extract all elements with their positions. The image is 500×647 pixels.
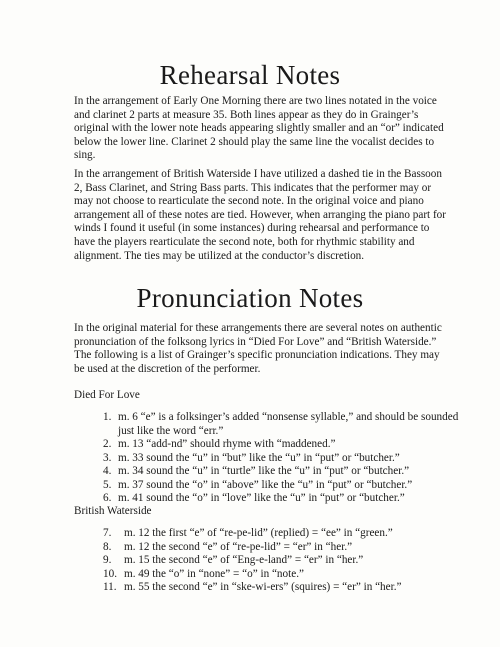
list-number: 11. bbox=[103, 581, 117, 593]
pronunciation-intro: In the original material for these arrangements there are several notes on authentic pronunciation of the folksong lyrics in “Died For Love” and “British Waterside.” The following is a list of Grainger’s specific pronunciation indications. They may be used at the discretion of the performer. bbox=[74, 322, 442, 375]
list-item-text: m. 12 the second “e” of “re-pe-lid” = “er” in “her.” bbox=[124, 540, 353, 553]
list-item bbox=[103, 452, 463, 466]
rehearsal-paragraph-2: In the arrangement of British Waterside I have utilized a dashed tie in the Bassoon 2, Bass Clarinet, and String Bass parts. This indicates that the performer may or may not choose to rearticulate the second note. In the original voice and piano arrangement all of these notes are tied. However, when arranging the piano part for winds I found it useful (in some instances) during rehearsal and performance to have the players rearticulate the second note, both for rhythmic stability and alignment. The ties may be utilized at the conductor’s discretion. bbox=[74, 168, 447, 262]
list-number: 10. bbox=[103, 567, 117, 580]
list-item-text: m. 13 “add-nd” should rhyme with “maddened.” bbox=[118, 438, 336, 450]
list-number: 3. bbox=[103, 451, 112, 464]
list-item-text: m. 37 sound the “o” in “above” like the “u” in “put” or “butcher.” bbox=[118, 478, 413, 491]
list-item bbox=[103, 527, 463, 541]
list-item bbox=[103, 568, 463, 582]
list-item-text: m. 55 the second “e” in “ske-wi-ers” (squires) = “er” in “her.” bbox=[124, 581, 402, 593]
list-number: 6. bbox=[103, 492, 112, 504]
list-item bbox=[103, 438, 463, 452]
list-item-text: m. 15 the second “e” of “Eng-e-land” = “er” in “her.” bbox=[124, 554, 364, 566]
list-item bbox=[103, 581, 463, 595]
died-for-love-list bbox=[103, 411, 463, 506]
list-number: 2. bbox=[103, 438, 112, 450]
list-item bbox=[103, 479, 463, 493]
list-number: 7. bbox=[103, 527, 112, 539]
list-number: 5. bbox=[103, 478, 112, 491]
list-item-text: m. 33 sound the “u” in “but” like the “u” in “put” or “butcher.” bbox=[118, 451, 400, 464]
pronunciation-notes-heading: Pronunciation Notes bbox=[136, 283, 364, 313]
list-item bbox=[103, 465, 463, 479]
british-waterside-list bbox=[103, 527, 463, 595]
british-waterside-subheading: British Waterside bbox=[74, 505, 152, 517]
list-item bbox=[103, 554, 463, 568]
list-number: 9. bbox=[103, 554, 112, 566]
list-item bbox=[103, 492, 463, 506]
died-for-love-subheading: Died For Love bbox=[74, 389, 140, 401]
rehearsal-paragraph-1: In the arrangement of Early One Morning there are two lines notated in the voice and clarinet 2 parts at measure 35. Both lines appear as they do in Grainger’s original with the lower note heads appearing slightly smaller and an “or” indicated below the lower line. Clarinet 2 should play the same line the vocalist decides to sing. bbox=[74, 95, 444, 162]
list-number: 8. bbox=[103, 540, 112, 553]
list-number: 4. bbox=[103, 465, 112, 477]
list-item-text: m. 41 sound the “o” in “love” like the “u” in “put” or “butcher.” bbox=[118, 492, 405, 504]
list-number: 1. bbox=[103, 411, 112, 423]
list-item bbox=[103, 541, 463, 555]
rehearsal-notes-heading: Rehearsal Notes bbox=[159, 60, 341, 90]
list-item-text: m. 6 “e” is a folksinger’s added “nonsense syllable,” and should be sounded just like the word “err.” bbox=[118, 411, 459, 437]
list-item-text: m. 12 the first “e” of “re-pe-lid” (replied) = “ee” in “green.” bbox=[124, 527, 393, 539]
list-item bbox=[103, 411, 463, 438]
list-item-text: m. 34 sound the “u” in “turtle” like the “u” in “put” or “butcher.” bbox=[118, 465, 410, 477]
list-item-text: m. 49 the “o” in “none” = “o” in “note.” bbox=[124, 567, 304, 580]
